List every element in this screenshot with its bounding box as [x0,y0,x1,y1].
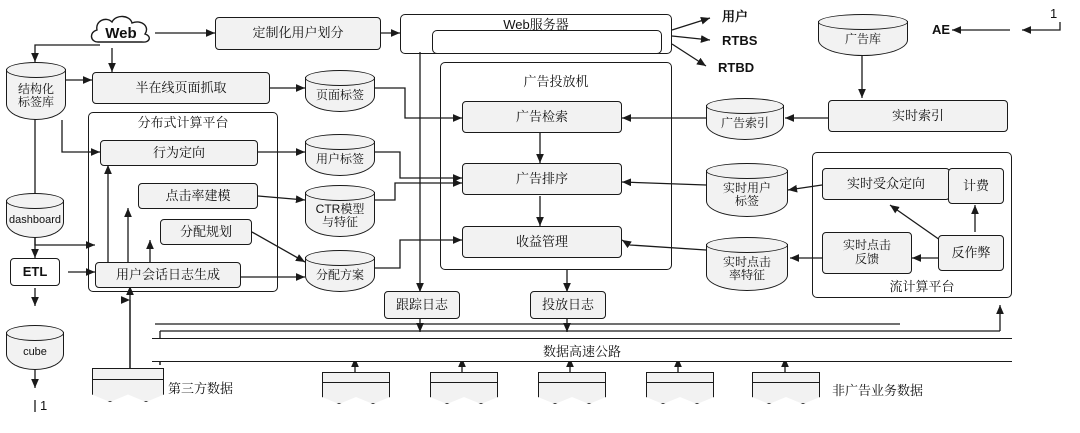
label-non-ad-business-data: 非广告业务数据 [832,383,924,398]
document-line [92,379,164,380]
node-cube[interactable] [6,325,64,370]
label-rtbd: RTBD [718,60,755,75]
label-third-party-data: 第三方数据 [168,381,234,396]
web-cloud-label: Web [105,25,137,42]
allocation-plan-label: 分配方案 [315,268,364,283]
node-billing[interactable] [948,168,1004,204]
revenue-management-label: 收益管理 [515,233,568,249]
node-delivery-log[interactable] [530,291,606,319]
tracking-log-label: 跟踪日志 [395,296,448,312]
document-line [430,382,498,383]
node-semi-online-page-crawl[interactable] [92,72,270,104]
delivery-log-label: 投放日志 [541,296,594,312]
node-realtime-click-feedback[interactable] [822,232,912,274]
document-shape [538,372,606,404]
page-tags-label: 页面标签 [315,88,364,103]
node-etl[interactable] [10,258,60,286]
billing-label: 计费 [962,177,989,193]
node-behavior-targeting[interactable] [100,140,258,166]
node-tracking-log[interactable] [384,291,460,319]
anti-fraud-label: 反作弊 [951,244,991,260]
node-third-party-data-doc[interactable] [92,368,164,402]
document-line [646,382,714,383]
realtime-audience-targeting-label: 实时受众定向 [846,175,925,191]
realtime-click-feedback-label: 实时点击 反馈 [842,238,891,266]
ad-index-label: 广告索引 [720,116,769,131]
allocation-planning-label: 分配规划 [179,223,232,239]
node-anti-fraud[interactable] [938,235,1004,271]
label-user: 用户 [722,9,749,24]
node-ad-index[interactable] [706,98,784,140]
etl-label: ETL [22,263,48,279]
cube-label: cube [23,346,47,359]
ad-library-label: 广告库 [844,32,881,47]
realtime-index-label: 实时索引 [891,107,944,123]
realtime-user-tags-label: 实时用户 标签 [722,180,771,208]
user-tags-label: 用户标签 [315,152,364,167]
node-ctr-model-features[interactable] [305,185,375,237]
document-line [538,382,606,383]
node-data-highway [152,338,1012,362]
document-shape [92,368,164,402]
document-shape [430,372,498,404]
node-bottom-doc-5[interactable] [752,372,820,404]
dashboard-label: dashboard [9,214,61,227]
ad-server-group-label: 广告投放机 [523,74,589,89]
label-marker-one-bottom: 1 [40,398,48,413]
web-server-label: Web服务器 [503,17,569,32]
node-ad-ranking[interactable] [462,163,622,195]
ctr-modeling-label: 点击率建模 [165,187,231,203]
node-realtime-user-tags[interactable] [706,163,788,217]
node-dashboard[interactable] [6,193,64,238]
distributed-computing-platform-label: 分布式计算平台 [137,115,229,130]
node-user-session-log[interactable] [95,262,241,288]
behavior-targeting-label: 行为定向 [152,144,205,160]
node-web-server-inner [432,30,662,54]
node-user-tags[interactable] [305,134,375,176]
node-realtime-audience-targeting[interactable] [822,168,950,200]
node-allocation-plan[interactable] [305,250,375,292]
ctr-model-features-label: CTR模型 与特征 [315,201,365,229]
node-ad-retrieval[interactable] [462,101,622,133]
document-shape [752,372,820,404]
node-bottom-doc-3[interactable] [538,372,606,404]
node-structured-tag-library[interactable] [6,62,66,120]
node-realtime-index[interactable] [828,100,1008,132]
node-custom-user-segmentation[interactable] [215,17,381,50]
label-ae: AE [932,22,951,37]
node-allocation-planning[interactable] [160,219,252,245]
realtime-ctr-features-label: 实时点击 率特征 [722,254,771,282]
semi-online-page-crawl-label: 半在线页面抓取 [135,79,227,95]
structured-tag-library-label: 结构化 标签库 [17,81,54,109]
user-session-log-label: 用户会话日志生成 [115,266,220,282]
node-bottom-doc-2[interactable] [430,372,498,404]
node-ctr-modeling[interactable] [138,183,258,209]
node-realtime-ctr-features[interactable] [706,237,788,291]
node-web-cloud [86,12,156,50]
node-bottom-doc-4[interactable] [646,372,714,404]
custom-user-segmentation-label: 定制化用户划分 [252,25,344,41]
document-shape [322,372,390,404]
data-highway-label: 数据高速公路 [542,343,621,359]
node-revenue-management[interactable] [462,226,622,258]
document-line [322,382,390,383]
document-shape [646,372,714,404]
node-ad-library[interactable] [818,14,908,56]
label-marker-one-top: 1 [1050,6,1058,21]
label-rtbs: RTBS [722,33,758,48]
document-line [752,382,820,383]
ad-ranking-label: 广告排序 [515,170,568,186]
node-bottom-doc-1[interactable] [322,372,390,404]
node-page-tags[interactable] [305,70,375,112]
ad-retrieval-label: 广告检索 [515,108,568,124]
stream-computing-platform-label: 流计算平台 [889,279,955,294]
